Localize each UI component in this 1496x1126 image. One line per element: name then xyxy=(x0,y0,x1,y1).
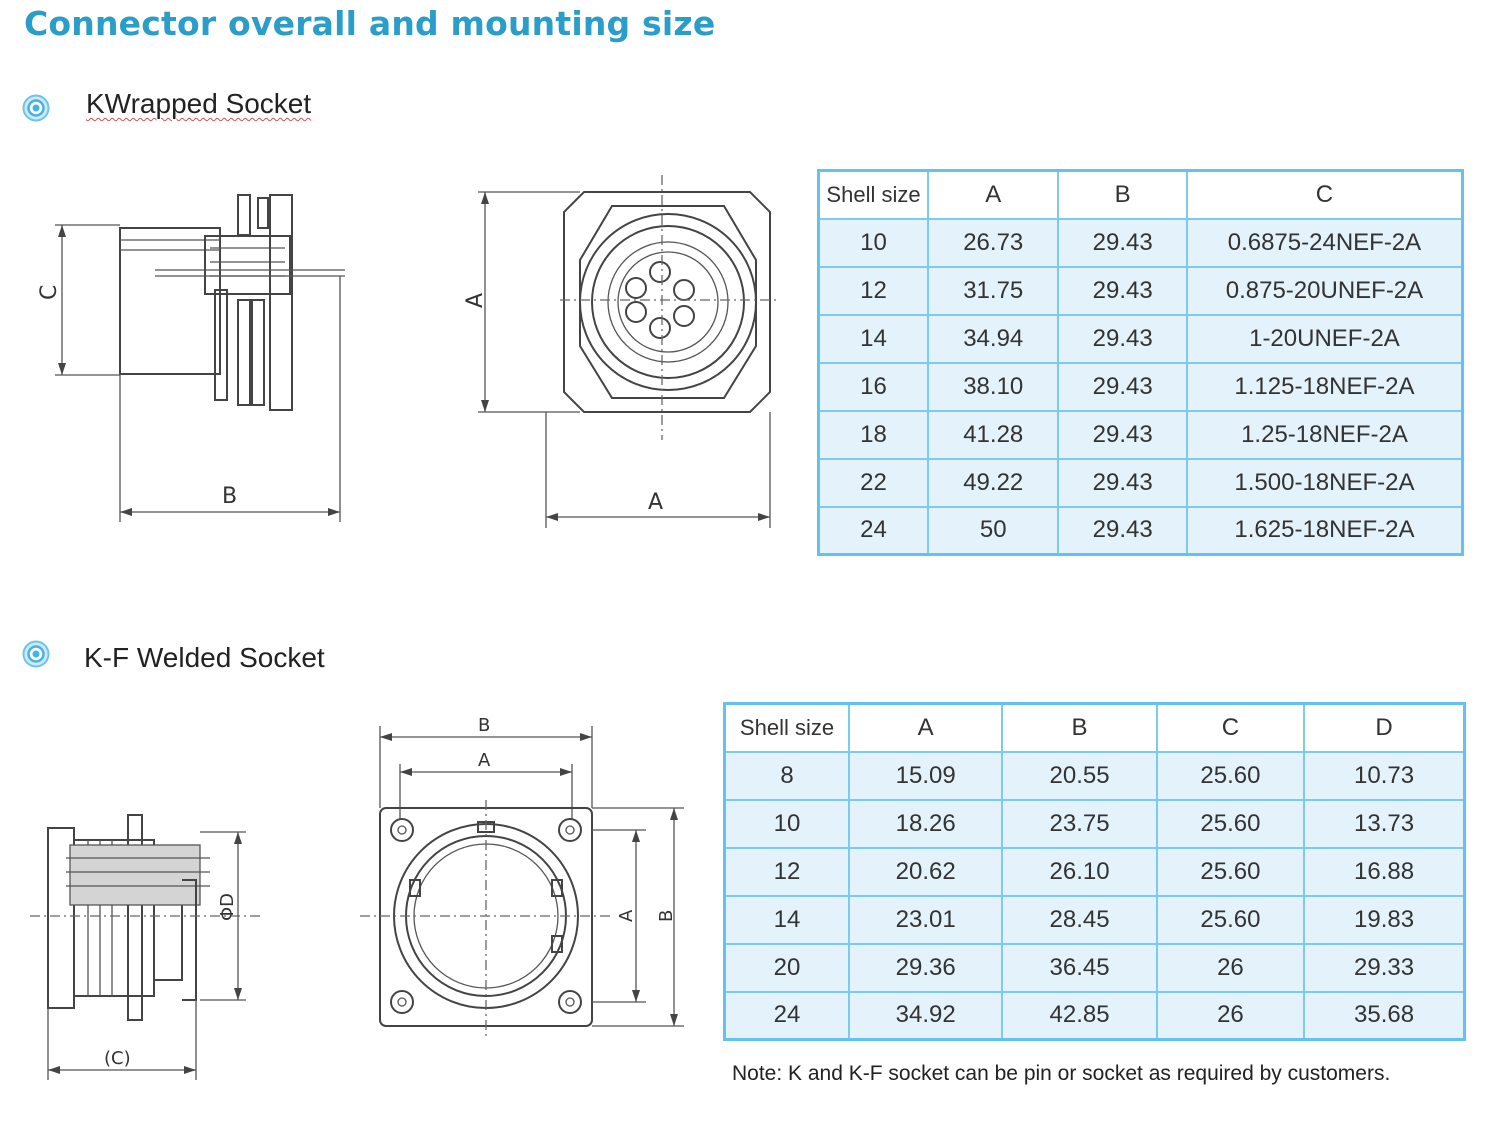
table-cell: 22 xyxy=(819,459,929,507)
table-row xyxy=(819,219,1463,267)
table-cell: 42.85 xyxy=(1002,992,1156,1040)
table-cell: 31.75 xyxy=(928,267,1058,315)
table-cell: 23.01 xyxy=(849,896,1002,944)
table-cell: 15.09 xyxy=(849,752,1002,800)
header-cell: A xyxy=(928,171,1058,219)
table-cell: 20.55 xyxy=(1002,752,1156,800)
table-cell: 29.43 xyxy=(1058,507,1186,555)
table-cell: 29.43 xyxy=(1058,363,1186,411)
table-cell: 20 xyxy=(725,944,850,992)
table-row xyxy=(725,848,1465,896)
table-cell: 26 xyxy=(1157,992,1304,1040)
table-row xyxy=(725,992,1465,1040)
table-cell: 25.60 xyxy=(1157,896,1304,944)
header-cell: B xyxy=(1058,171,1186,219)
table-cell: 36.45 xyxy=(1002,944,1156,992)
dim-label-c: C xyxy=(37,284,62,300)
table-cell: 26.73 xyxy=(928,219,1058,267)
table-row xyxy=(725,896,1465,944)
section-heading-text: KWrapped Socket xyxy=(86,88,312,119)
table-cell: 26 xyxy=(1157,944,1304,992)
kf-welded-side-view xyxy=(30,815,260,1080)
table-cell: 38.10 xyxy=(928,363,1058,411)
table-cell: 41.28 xyxy=(928,411,1058,459)
table-row xyxy=(725,800,1465,848)
table-cell: 8 xyxy=(725,752,850,800)
header-cell: C xyxy=(1187,171,1463,219)
table-cell: 25.60 xyxy=(1157,752,1304,800)
table-cell: 1.25-18NEF-2A xyxy=(1187,411,1463,459)
table-cell: 10 xyxy=(725,800,850,848)
dim-label-b-top: B xyxy=(478,715,491,736)
dim-label-c-paren: (C) xyxy=(104,1048,131,1069)
kwrapped-spec-table xyxy=(817,169,1464,556)
table-cell: 12 xyxy=(819,267,929,315)
table-cell: 0.875-20UNEF-2A xyxy=(1187,267,1463,315)
dim-label-a-horizontal: A xyxy=(648,490,664,515)
table-cell: 16 xyxy=(819,363,929,411)
table-cell: 20.62 xyxy=(849,848,1002,896)
table-cell: 1.500-18NEF-2A xyxy=(1187,459,1463,507)
dim-label-a-top: A xyxy=(478,750,491,771)
table-cell: 25.60 xyxy=(1157,800,1304,848)
dim-label-a-vertical: A xyxy=(463,292,488,308)
table-cell: 26.10 xyxy=(1002,848,1156,896)
dim-label-b: B xyxy=(222,484,238,509)
section-heading-kf-welded: K-F Welded Socket xyxy=(84,642,325,673)
table-cell: 1.625-18NEF-2A xyxy=(1187,507,1463,555)
table-header-row xyxy=(725,704,1465,752)
table-cell: 29.43 xyxy=(1058,411,1186,459)
kwrapped-front-view xyxy=(463,175,780,528)
table-cell: 12 xyxy=(725,848,850,896)
table-cell: 16.88 xyxy=(1304,848,1464,896)
table-cell: 29.43 xyxy=(1058,315,1186,363)
header-cell: Shell size xyxy=(819,171,929,219)
table-cell: 50 xyxy=(928,507,1058,555)
table-cell: 34.94 xyxy=(928,315,1058,363)
page-title: Connector overall and mounting size xyxy=(24,4,716,43)
table-cell: 29.43 xyxy=(1058,459,1186,507)
table-cell: 29.33 xyxy=(1304,944,1464,992)
table-cell: 23.75 xyxy=(1002,800,1156,848)
table-cell: 24 xyxy=(819,507,929,555)
table-cell: 25.60 xyxy=(1157,848,1304,896)
table-cell: 10 xyxy=(819,219,929,267)
table-cell: 29.36 xyxy=(849,944,1002,992)
table-cell: 1.125-18NEF-2A xyxy=(1187,363,1463,411)
table-cell: 49.22 xyxy=(928,459,1058,507)
header-cell: Shell size xyxy=(725,704,850,752)
table-cell: 18.26 xyxy=(849,800,1002,848)
table-row xyxy=(819,363,1463,411)
kf-welded-spec-table xyxy=(723,702,1466,1041)
table-cell: 29.43 xyxy=(1058,219,1186,267)
kf-welded-front-view xyxy=(360,715,684,1040)
table-cell: 34.92 xyxy=(849,992,1002,1040)
table-cell: 14 xyxy=(819,315,929,363)
table-cell: 13.73 xyxy=(1304,800,1464,848)
header-cell: B xyxy=(1002,704,1156,752)
dim-label-b-right: B xyxy=(656,909,677,922)
table-cell: 0.6875-24NEF-2A xyxy=(1187,219,1463,267)
table-cell: 35.68 xyxy=(1304,992,1464,1040)
footnote: Note: K and K-F socket can be pin or socket as required by customers. xyxy=(732,1062,1391,1085)
table-cell: 10.73 xyxy=(1304,752,1464,800)
table-cell: 1-20UNEF-2A xyxy=(1187,315,1463,363)
table-row xyxy=(819,459,1463,507)
table-cell: 24 xyxy=(725,992,850,1040)
table-header-row xyxy=(819,171,1463,219)
table-cell: 14 xyxy=(725,896,850,944)
table-row xyxy=(819,267,1463,315)
header-cell: D xyxy=(1304,704,1464,752)
header-cell: C xyxy=(1157,704,1304,752)
table-row xyxy=(819,315,1463,363)
header-cell: A xyxy=(849,704,1002,752)
table-cell: 29.43 xyxy=(1058,267,1186,315)
table-cell: 19.83 xyxy=(1304,896,1464,944)
dim-label-d: ΦD xyxy=(217,892,238,921)
table-row xyxy=(819,507,1463,555)
table-cell: 18 xyxy=(819,411,929,459)
table-row xyxy=(725,752,1465,800)
table-cell: 28.45 xyxy=(1002,896,1156,944)
table-row xyxy=(725,944,1465,992)
table-row xyxy=(819,411,1463,459)
dim-label-a-right: A xyxy=(616,909,637,922)
kwrapped-side-view xyxy=(37,195,345,522)
